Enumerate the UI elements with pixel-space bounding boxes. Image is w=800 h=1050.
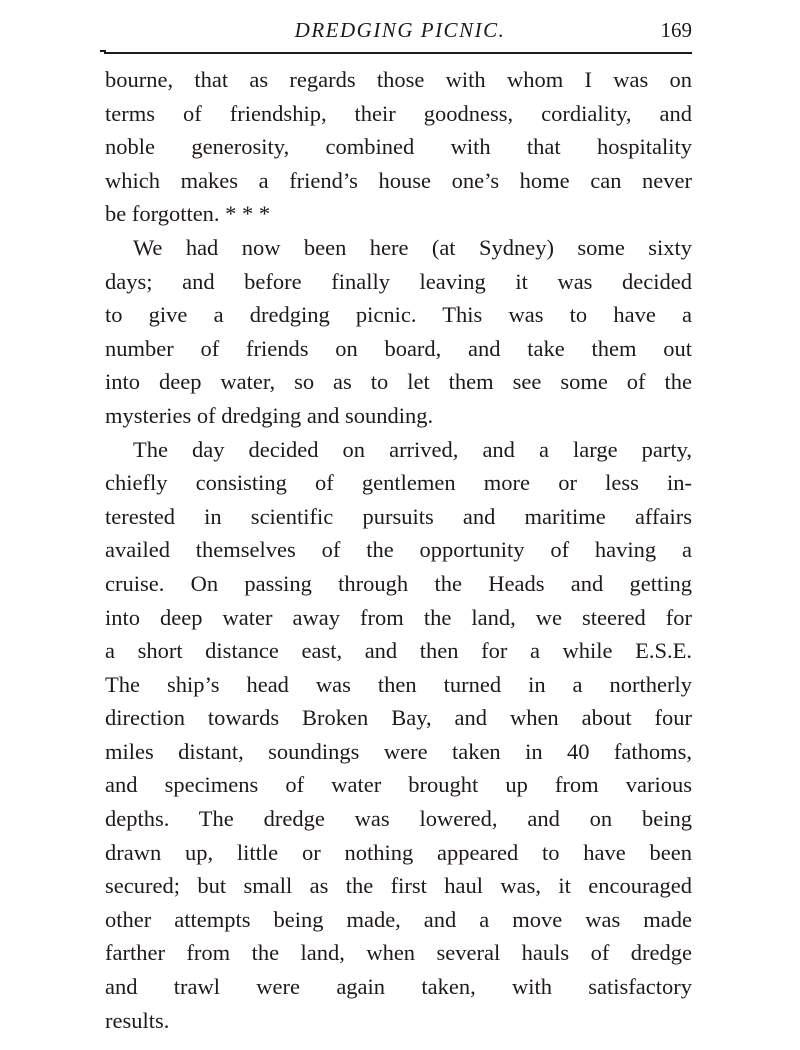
- text-line: miles distant, soundings were taken in 40 fathoms,: [105, 738, 692, 764]
- text-line: a short distance east, and then for a while E.S.E.: [105, 638, 692, 664]
- text-line: drawn up, little or nothing appeared to have been: [105, 839, 692, 865]
- text-line: terested in scientific pursuits and maritime affairs: [105, 503, 692, 529]
- text-line: noble generosity, combined with that hospitality: [105, 134, 692, 160]
- text-line: into deep water away from the land, we steered for: [105, 604, 692, 630]
- paragraph: [105, 63, 692, 231]
- text-line: depths. The dredge was lowered, and on being: [105, 806, 692, 832]
- text-line: to give a dredging picnic. This was to have a: [105, 302, 692, 328]
- text-line: and specimens of water brought up from various: [105, 772, 692, 798]
- text-line: We had now been here (at Sydney) some sixty: [133, 234, 692, 260]
- running-title: DREDGING PICNIC.: [294, 18, 506, 42]
- text-line: farther from the land, when several hauls of dredge: [105, 940, 692, 966]
- text-line: results.: [105, 1007, 170, 1033]
- text-line: which makes a friend’s house one’s home can never: [105, 167, 692, 193]
- body-text: [105, 63, 692, 1037]
- page-number: 169: [660, 18, 692, 42]
- header-rule: [104, 52, 692, 54]
- text-line: days; and before finally leaving it was decided: [105, 268, 692, 294]
- paragraph: [105, 433, 692, 1038]
- text-line: terms of friendship, their goodness, cordiality, and: [105, 100, 692, 126]
- text-line: availed themselves of the opportunity of having a: [105, 537, 692, 563]
- text-line: bourne, that as regards those with whom I was on: [105, 67, 692, 92]
- text-line: secured; but small as the first haul was, it encouraged: [105, 873, 692, 899]
- text-line: cruise. On passing through the Heads and getting: [105, 570, 692, 596]
- text-line: direction towards Broken Bay, and when about four: [105, 705, 692, 731]
- text-line: The day decided on arrived, and a large party,: [133, 436, 692, 462]
- text-line: other attempts being made, and a move was made: [105, 906, 692, 932]
- text-line: The ship’s head was then turned in a northerly: [105, 671, 692, 697]
- text-line: into deep water, so as to let them see some of the: [105, 369, 692, 395]
- text-line: chiefly consisting of gentlemen more or less in-: [105, 470, 692, 496]
- text-line: number of friends on board, and take them out: [105, 335, 692, 361]
- running-head: [108, 18, 692, 48]
- text-line: be forgotten. * * *: [105, 201, 271, 227]
- paragraph: [105, 231, 692, 433]
- text-line: mysteries of dredging and sounding.: [105, 402, 434, 428]
- text-line: and trawl were again taken, with satisfactory: [105, 974, 692, 1000]
